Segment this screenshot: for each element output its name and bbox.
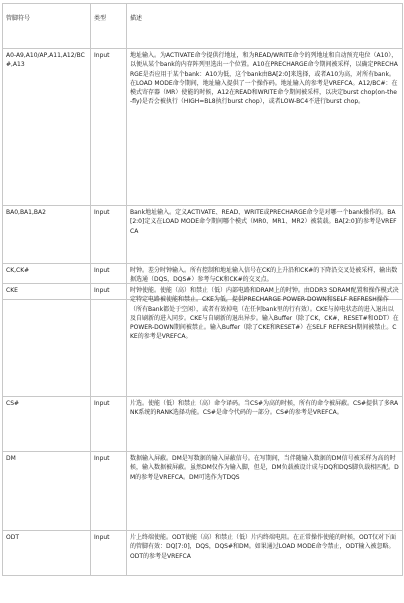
- pin-name: A0-A9,A10/AP,A11,A12/BC#,A13: [3, 49, 91, 206]
- pin-type: Input: [91, 284, 127, 397]
- table-header-row: [3, 4, 403, 49]
- pin-type: Input: [91, 49, 127, 206]
- pin-type: Input: [91, 397, 127, 452]
- header-pin: 管脚符号: [3, 4, 91, 49]
- header-desc: 描述: [127, 4, 403, 49]
- pin-description: 地址输入。为ACTIVATE命令提供行地址，和为READ/WRITE命令的列地址和自动预充电位（A10），以便从某个bank的内存阵列里选出一个位置。A10在PRECHARGE命令期间被采样，以确定PRECHARGE是否应用于某个bank：A10为低，这个bank由BA[2:0]来选择，或者A10为高，对所有bank。在LOAD MODE命令期间，地址输入提供了一个操作码。地址输入的参考是VREFCA。A12/BC#：在模式寄存器（MR）使能的时候，A12在READ和WRITE命令期间被采样，以决定burst chop(on-the-fly)是否会被执行（HIGH=BL8执行burst chop），或者LOW-BC4不进行burst chop。: [127, 49, 403, 206]
- table-row: [3, 206, 403, 264]
- pin-name: BA0,BA1,BA2: [3, 206, 91, 264]
- table-row: [3, 531, 403, 576]
- pin-description-text: 时钟。差分时钟输入。所有控制和地址输入信号在CK的上升沿和CK#的下降沿交叉处被采样，输出数据选通（DQS，DQS#）参考与CK和CK#的交叉点。: [130, 267, 398, 284]
- pin-description: 时钟使能。使能（高）和禁止（低）内部电路和DRAM上的时钟。由DDR3 SDRAM配置和操作模式决定特定电路被使能和禁止。CKE为低，提供PRECHARGE POWER-DOWN和SELF REFRESH操作（所有Bank都处于空闲），或者有效掉电（在任何bank里的行有效）。CKE与掉电状态的进入退出以及自刷新的进入同步。CKE与自刷新的退出异步。输入Buffer（除了CK，CK#，RESET#和ODT）在POWER-DOWN期间被禁止。输入Buffer（除了CKE和RESET#）在SELF REFRESH期间被禁止。CKE的参考是VREFCA。: [127, 284, 403, 397]
- pin-name: CKE: [3, 284, 91, 397]
- pin-type: Input: [91, 452, 127, 531]
- pin-type: Input: [91, 531, 127, 576]
- pin-name: DM: [3, 452, 91, 531]
- pin-name: ODT: [3, 531, 91, 576]
- pin-description: 数据输入屏蔽。DM是写数据的输入屏蔽信号。在写期间，当伴随输入数据的DM信号被采样为高的时候，输入数据被屏蔽。虽然DM仅作为输入脚，但是，DM负载被设计成与DQ和DQS脚负载相匹配。DM的参考是VREFCA。DM可选作为TDQS: [127, 452, 403, 531]
- pin-description: Bank地址输入。定义ACTIVATE、READ、WRITE或PRECHARGE命令是对哪一个bank操作的。BA[2:0]定义在LOAD MODE命令期间哪个模式（MR0、MR1、MR2）被装载。BA[2:0]的参考是VREFCA: [127, 206, 403, 264]
- pin-description: 片选。使能（低）和禁止（高）命令译码。当CS#为高的时候，所有的命令被屏蔽。CS#提供了多RANK系统的RANK选择功能。CS#是命令代码的一部分。CS#的参考是VREFCA。: [127, 397, 403, 452]
- pin-name: CK,CK#: [3, 264, 91, 300]
- pin-name: CS#: [3, 397, 91, 452]
- pin-type: Input: [91, 206, 127, 264]
- header-type: 类型: [91, 4, 127, 49]
- table-row: [3, 284, 403, 397]
- pin-description: 片上终端使能。ODT使能（高）和禁止（低）片内终端电阻。在正常操作使能的时候，ODT仅对下面的管脚有效：DQ[7:0]，DQS，DQS#和DM。如果通过LOAD MODE命令禁止，ODT输入被忽略。ODT的参考是VREFCA: [127, 531, 403, 576]
- pin-type: Input: [91, 264, 127, 300]
- pin-table-2: [2, 283, 403, 576]
- table-row: [3, 397, 403, 452]
- table-row: [3, 452, 403, 531]
- pin-table-1: [2, 3, 403, 300]
- table-row: [3, 49, 403, 206]
